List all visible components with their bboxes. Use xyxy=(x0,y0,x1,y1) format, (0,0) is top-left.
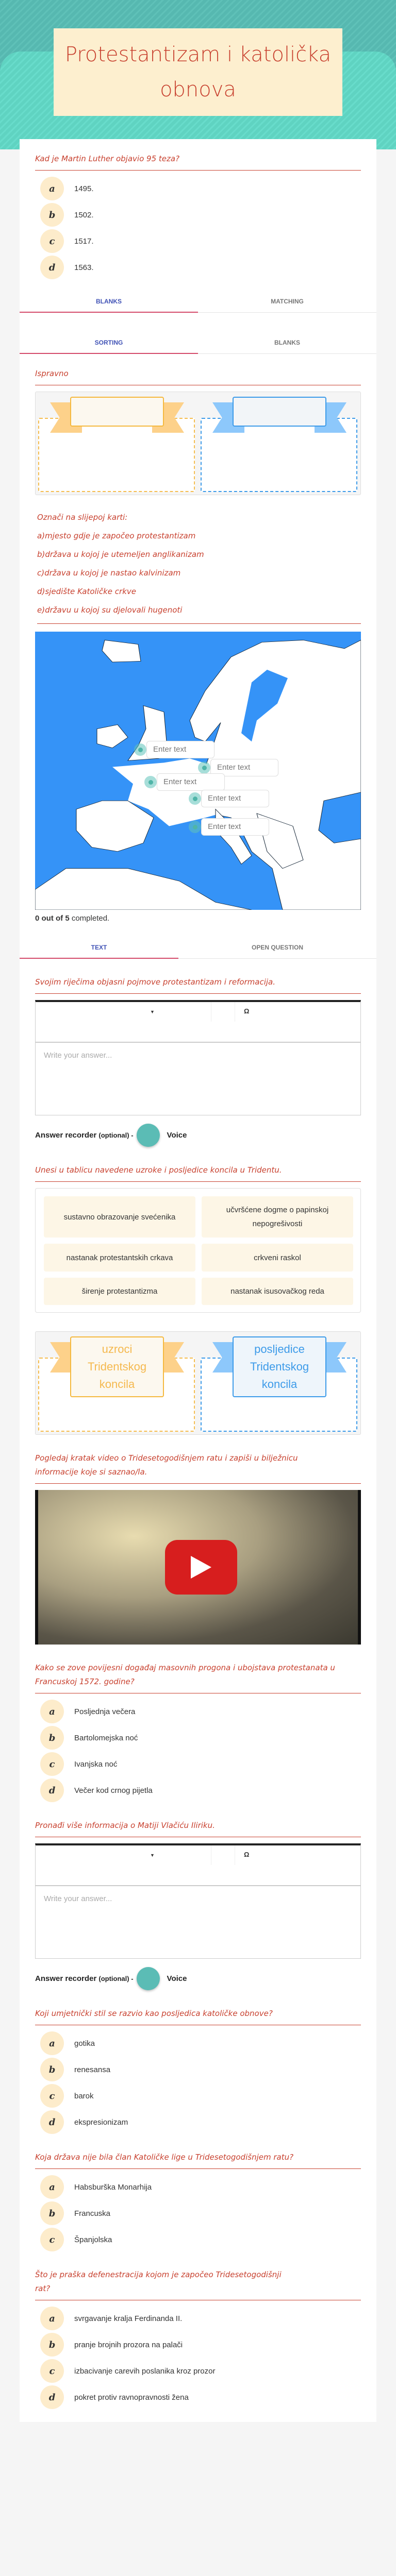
play-button[interactable] xyxy=(165,1540,237,1595)
divider xyxy=(37,623,361,624)
option-text: 1502. xyxy=(74,210,94,219)
option-letter: a xyxy=(40,177,64,200)
question-block xyxy=(35,152,361,279)
option-text: 1495. xyxy=(74,184,94,193)
voice-label: Voice xyxy=(167,1974,187,1983)
answer-recorder xyxy=(35,1967,361,1990)
answer-option[interactable] xyxy=(40,203,361,227)
sorting-block xyxy=(35,367,361,495)
map-label-input[interactable]: Enter text xyxy=(146,741,214,758)
recorder-optional: (optional) - xyxy=(98,1131,134,1139)
special-characters-button[interactable]: Ω xyxy=(244,1851,250,1858)
answer-option[interactable] xyxy=(40,2084,361,2108)
question-title: Pronađi više informacija o Matiji Vlačiću Iliriku. xyxy=(35,1821,215,1830)
category-label-empty xyxy=(233,397,326,427)
completed-count: 0 out of 5 xyxy=(35,914,70,923)
video-block xyxy=(35,1451,361,1645)
rich-text-editor xyxy=(35,1843,361,1959)
option-text: Ivanjska noć xyxy=(74,1759,118,1769)
recorder-optional: (optional) - xyxy=(98,1974,134,1982)
completion-status xyxy=(35,914,361,923)
option-text: svrgavanje kralja Ferdinanda II. xyxy=(74,2314,183,2323)
map-block xyxy=(35,508,361,923)
answer-option[interactable] xyxy=(40,2058,361,2081)
option-text: Bartolomejska noć xyxy=(74,1733,138,1742)
option-text: gotika xyxy=(74,2039,95,2048)
answer-option[interactable] xyxy=(40,2201,361,2225)
header-banner xyxy=(0,0,396,149)
option-letter: c xyxy=(40,2084,64,2108)
option-letter: c xyxy=(40,1752,64,1776)
option-text: ekspresionizam xyxy=(74,2117,128,2127)
recorder-label: Answer recorder xyxy=(35,1130,97,1140)
option-letter: b xyxy=(40,2333,64,2357)
tab-bar xyxy=(20,333,376,354)
map-label-input[interactable]: Enter text xyxy=(157,773,225,791)
tab-bar xyxy=(20,938,376,959)
dropdown-caret-icon[interactable]: ▼ xyxy=(150,1009,155,1014)
option-letter: d xyxy=(40,2385,64,2409)
answer-textarea[interactable]: Write your answer... xyxy=(44,1894,112,1903)
open-question-block xyxy=(35,1819,361,1990)
map-marker[interactable] xyxy=(144,776,157,788)
tab-blanks[interactable]: BLANKS xyxy=(20,292,198,312)
divider xyxy=(35,2168,361,2169)
worksheet-card xyxy=(20,139,376,2422)
recorder-label: Answer recorder xyxy=(35,1974,97,1983)
draggable-item[interactable]: nastanak protestantskih crkava xyxy=(44,1244,195,1272)
record-voice-button[interactable] xyxy=(137,1967,160,1990)
option-letter: b xyxy=(40,2058,64,2081)
tab-text[interactable]: TEXT xyxy=(20,938,178,958)
draggable-item[interactable]: crkveni raskol xyxy=(202,1244,353,1272)
question-block xyxy=(35,2150,361,2251)
question-title: Pogledaj kratak video o Tridesetogodišnjem ratu i zapiši u bilježnicu informacije koje si saznao/la. xyxy=(35,1453,298,1477)
question-block xyxy=(35,1661,361,1802)
map-marker[interactable] xyxy=(198,761,210,774)
question-block xyxy=(35,2268,361,2409)
category-label-causes: uzroci Tridentskog koncila xyxy=(70,1336,164,1397)
special-characters-button[interactable]: Ω xyxy=(244,1007,250,1015)
map-label-input[interactable]: Enter text xyxy=(201,818,269,836)
option-text: Posljednja večera xyxy=(74,1707,136,1716)
answer-option[interactable] xyxy=(40,1778,361,1802)
question-title: Kako se zove povijesni događaj masovnih progona i ubojstava protestanata u Francuskoj 1572. godine? xyxy=(35,1663,335,1686)
option-letter: a xyxy=(40,2307,64,2330)
option-letter: b xyxy=(40,203,64,227)
option-letter: c xyxy=(40,229,64,253)
sorting-area xyxy=(35,392,361,495)
option-letter: c xyxy=(40,2228,64,2251)
divider xyxy=(35,1181,361,1182)
question-title: Kad je Martin Luther objavio 95 teza? xyxy=(35,154,180,163)
option-letter: d xyxy=(40,2110,64,2134)
option-letter: b xyxy=(40,2201,64,2225)
draggable-item[interactable]: sustavno obrazovanje svećenika xyxy=(44,1196,195,1238)
instruction-line: e)državu u kojoj su djelovali hugenoti xyxy=(37,605,183,615)
option-letter: d xyxy=(40,1778,64,1802)
option-text: pranje brojnih prozora na palači xyxy=(74,2340,183,2349)
answer-option[interactable] xyxy=(40,2307,361,2330)
tab-bar xyxy=(20,292,376,313)
play-icon xyxy=(191,1556,211,1579)
option-text: Španjolska xyxy=(74,2235,112,2244)
instruction-line: a)mjesto gdje je započeo protestantizam xyxy=(37,531,196,540)
europe-map-icon xyxy=(35,632,361,910)
editor-toolbar xyxy=(36,1002,360,1043)
option-text: izbacivanje carevih poslanika kroz prozor xyxy=(74,2366,216,2376)
rich-text-editor xyxy=(35,1000,361,1115)
answer-option[interactable] xyxy=(40,229,361,253)
answer-option[interactable] xyxy=(40,2031,361,2055)
divider xyxy=(35,170,361,171)
option-text: 1563. xyxy=(74,263,94,272)
option-letter: c xyxy=(40,2359,64,2383)
answer-option[interactable] xyxy=(40,1752,361,1776)
map-marker[interactable] xyxy=(189,821,201,833)
answer-option[interactable] xyxy=(40,2228,361,2251)
option-text: Habsburška Monarhija xyxy=(74,2182,152,2192)
option-text: Francuska xyxy=(74,2209,111,2218)
question-title: Ispravno xyxy=(35,369,69,378)
word-bank xyxy=(35,1188,361,1313)
question-title: Svojim riječima objasni pojmove protestantizam i reformacija. xyxy=(35,977,276,987)
record-voice-button[interactable] xyxy=(137,1124,160,1147)
answer-option[interactable] xyxy=(40,2175,361,2199)
tab-sorting[interactable]: SORTING xyxy=(20,333,198,353)
editor-toolbar xyxy=(36,1845,360,1886)
option-text: pokret protiv ravnopravnosti žena xyxy=(74,2393,189,2402)
option-letter: b xyxy=(40,1726,64,1750)
option-letter: a xyxy=(40,2175,64,2199)
answer-option[interactable] xyxy=(40,2333,361,2357)
option-letter: a xyxy=(40,1700,64,1723)
completed-suffix: completed. xyxy=(69,914,110,923)
answer-option[interactable] xyxy=(40,2110,361,2134)
option-text: barok xyxy=(74,2091,94,2100)
category-label-consequences: posljedice Tridentskog koncila xyxy=(233,1336,326,1397)
answer-option[interactable] xyxy=(40,1726,361,1750)
page-title: Protestantizam i katolička obnova xyxy=(54,28,342,116)
answer-option[interactable] xyxy=(40,256,361,279)
map-label-input[interactable]: Enter text xyxy=(210,759,278,776)
instruction-line: Označi na slijepoj karti: xyxy=(37,513,128,522)
answer-option[interactable] xyxy=(40,2359,361,2383)
map-marker[interactable] xyxy=(134,743,146,756)
answer-textarea[interactable]: Write your answer... xyxy=(44,1051,112,1060)
blank-map-europe xyxy=(35,632,361,910)
question-block xyxy=(35,2007,361,2134)
question-title: Koja država nije bila član Katoličke lige u Tridesetogodišnjem ratu? xyxy=(35,2153,294,2162)
divider xyxy=(35,1483,361,1484)
map-label-input[interactable]: Enter text xyxy=(201,790,269,807)
video-player[interactable] xyxy=(35,1490,361,1645)
instruction-line: b)država u kojoj je utemeljen anglikanizam xyxy=(37,550,204,559)
tab-blanks[interactable]: BLANKS xyxy=(274,339,300,346)
option-text: 1517. xyxy=(74,236,94,246)
category-label-empty xyxy=(70,397,164,427)
draggable-item[interactable]: učvršćene dogme o papinskoj nepogrešivosti xyxy=(202,1196,353,1238)
sorting-area xyxy=(35,1331,361,1435)
option-letter: d xyxy=(40,256,64,279)
tab-matching[interactable]: MATCHING xyxy=(271,298,304,305)
instruction-line: c)država u kojoj je nastao kalvinizam xyxy=(37,568,181,578)
tab-open-question[interactable]: OPEN QUESTION xyxy=(251,944,303,951)
question-title: Unesi u tablicu navedene uzroke i posljedice koncila u Tridentu. xyxy=(35,1165,282,1175)
voice-label: Voice xyxy=(167,1130,187,1140)
draggable-item[interactable]: nastanak isusovačkog reda xyxy=(202,1278,353,1305)
draggable-item[interactable]: širenje protestantizma xyxy=(44,1278,195,1305)
option-letter: a xyxy=(40,2031,64,2055)
open-question-block xyxy=(35,975,361,1147)
question-title: Koji umjetnički stil se razvio kao posljedica katoličke obnove? xyxy=(35,2009,273,2018)
question-title: Što je praška defenestracija kojom je započeo Tridesetogodišnji rat? xyxy=(35,2270,282,2293)
divider xyxy=(35,993,361,994)
answer-option[interactable] xyxy=(40,1700,361,1723)
option-text: renesansa xyxy=(74,2065,111,2074)
option-text: Večer kod crnog pijetla xyxy=(74,1786,153,1795)
answer-recorder xyxy=(35,1123,361,1147)
sorting-block xyxy=(35,1163,361,1435)
instruction-line: d)sjedište Katoličke crkve xyxy=(37,587,136,596)
answer-option[interactable] xyxy=(40,2385,361,2409)
map-marker[interactable] xyxy=(189,792,201,805)
answer-option[interactable] xyxy=(40,177,361,200)
dropdown-caret-icon[interactable]: ▼ xyxy=(150,1853,155,1858)
